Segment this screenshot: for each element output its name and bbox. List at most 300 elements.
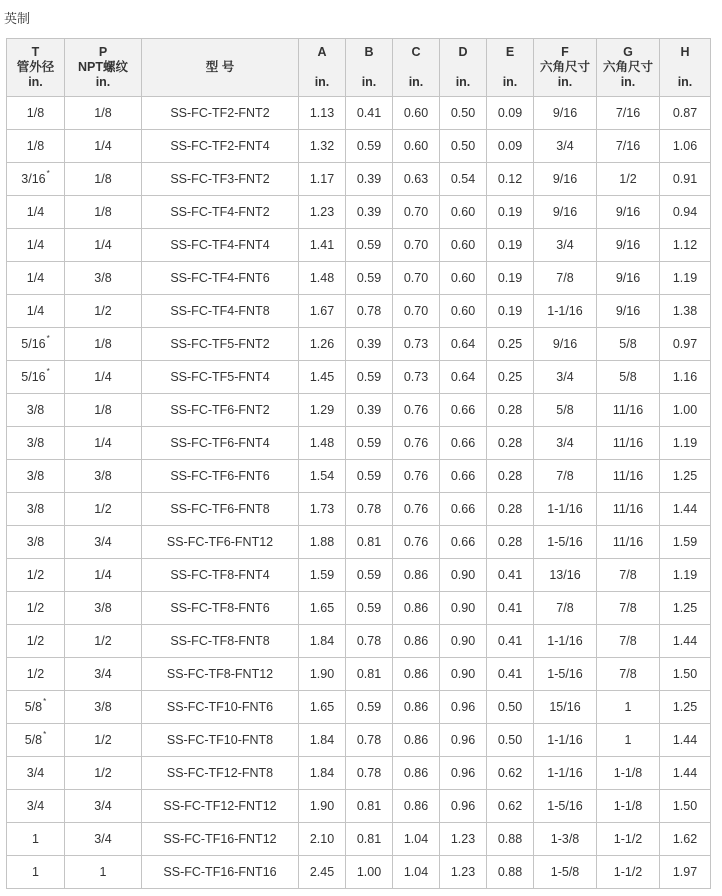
column-header-line: F (561, 45, 569, 59)
table-cell: 0.81 (346, 823, 393, 856)
column-header-line: 六角尺寸 (539, 60, 590, 74)
table-cell: 5/8 (597, 328, 660, 361)
tube-od-value: 3/4 (26, 799, 45, 813)
table-cell: 0.19 (487, 229, 534, 262)
table-cell: 0.96 (440, 724, 487, 757)
table-cell: 0.25 (487, 361, 534, 394)
table-cell: 0.64 (440, 361, 487, 394)
table-cell: 0.28 (487, 493, 534, 526)
table-cell: 0.28 (487, 526, 534, 559)
table-cell: 3/4 (534, 427, 597, 460)
table-cell: 0.59 (346, 559, 393, 592)
table-cell: 3/8 (65, 691, 142, 724)
part-number-cell: SS-FC-TF12-FNT12 (142, 790, 299, 823)
tube-od-cell (7, 526, 65, 559)
table-cell: 7/8 (597, 625, 660, 658)
table-cell: 3/4 (534, 130, 597, 163)
table-cell: 1.26 (299, 328, 346, 361)
table-cell: 1.62 (660, 823, 711, 856)
footnote-mark: * (43, 697, 47, 706)
table-cell: 1.16 (660, 361, 711, 394)
table-cell: 0.66 (440, 460, 487, 493)
tube-od-value: 1 (32, 865, 39, 879)
table-cell: 9/16 (534, 163, 597, 196)
column-header (299, 39, 346, 97)
column-header-line: A (317, 45, 327, 59)
part-number-cell: SS-FC-TF8-FNT12 (142, 658, 299, 691)
table-cell: 0.76 (393, 394, 440, 427)
tube-od-cell (7, 592, 65, 625)
table-caption: 英制 (4, 12, 31, 27)
table-cell: 1.04 (393, 856, 440, 889)
table-cell: 1.44 (660, 757, 711, 790)
footnote-mark: * (46, 367, 50, 376)
table-cell: 1-1/8 (597, 790, 660, 823)
table-cell: 0.50 (487, 724, 534, 757)
table-cell: 1-5/16 (534, 790, 597, 823)
table-cell: 0.64 (440, 328, 487, 361)
column-header (65, 39, 142, 97)
table-header-row (7, 39, 711, 97)
table-cell: 0.86 (393, 625, 440, 658)
table-cell: 0.70 (393, 196, 440, 229)
tube-od-cell (7, 823, 65, 856)
table-cell: 1/4 (65, 130, 142, 163)
table-row (7, 691, 711, 724)
table-cell: 0.59 (346, 460, 393, 493)
table-cell: 0.90 (440, 625, 487, 658)
column-header-line: 管外径 (16, 60, 55, 74)
part-number-cell: SS-FC-TF6-FNT8 (142, 493, 299, 526)
tube-od-cell (7, 790, 65, 823)
table-cell: 0.81 (346, 658, 393, 691)
table-cell: 0.59 (346, 427, 393, 460)
table-cell: 0.86 (393, 592, 440, 625)
table-cell: 1.45 (299, 361, 346, 394)
tube-od-value: 3/8 (26, 502, 45, 516)
part-number-cell: SS-FC-TF5-FNT2 (142, 328, 299, 361)
table-cell: 1/8 (65, 328, 142, 361)
tube-od-cell (7, 130, 65, 163)
tube-od-cell (7, 691, 65, 724)
table-cell: 0.60 (440, 229, 487, 262)
table-cell: 0.66 (440, 493, 487, 526)
table-cell: 0.09 (487, 97, 534, 130)
tube-od-value: 1/2 (26, 634, 45, 648)
table-cell: 0.19 (487, 262, 534, 295)
table-cell: 0.73 (393, 361, 440, 394)
tube-od-cell (7, 493, 65, 526)
column-header-line: in. (455, 75, 471, 89)
table-cell: 0.66 (440, 526, 487, 559)
column-header (440, 39, 487, 97)
table-cell: 0.86 (393, 757, 440, 790)
table-cell: 1.00 (346, 856, 393, 889)
tube-od-cell (7, 328, 65, 361)
tube-od-value: 1 (32, 832, 39, 846)
table-cell: 1.25 (660, 460, 711, 493)
table-cell: 1.44 (660, 493, 711, 526)
table-cell: 1.84 (299, 625, 346, 658)
table-cell: 1-5/16 (534, 526, 597, 559)
column-header (142, 39, 299, 97)
table-cell: 1-5/8 (534, 856, 597, 889)
table-cell: 0.76 (393, 493, 440, 526)
table-cell: 1-1/16 (534, 625, 597, 658)
dimensions-table (6, 38, 711, 889)
part-number-cell: SS-FC-TF4-FNT8 (142, 295, 299, 328)
tube-od-cell (7, 97, 65, 130)
table-cell: 9/16 (534, 328, 597, 361)
part-number-cell: SS-FC-TF6-FNT12 (142, 526, 299, 559)
column-header-line: in. (95, 75, 111, 89)
column-header-line: T (31, 45, 40, 59)
table-cell: 1/2 (65, 724, 142, 757)
column-header (7, 39, 65, 97)
table-cell: 1.23 (440, 823, 487, 856)
column-header-line: 型 号 (205, 60, 235, 74)
table-cell: 1/4 (65, 361, 142, 394)
table-cell: 0.60 (440, 295, 487, 328)
part-number-cell: SS-FC-TF3-FNT2 (142, 163, 299, 196)
tube-od-value: 3/8 (26, 403, 45, 417)
table-row (7, 526, 711, 559)
table-cell: 1/4 (65, 427, 142, 460)
table-cell: 1-1/16 (534, 295, 597, 328)
table-cell: 0.76 (393, 427, 440, 460)
table-cell: 0.96 (440, 691, 487, 724)
table-row (7, 757, 711, 790)
table-cell: 0.96 (440, 757, 487, 790)
table-cell: 0.28 (487, 394, 534, 427)
table-cell: 0.41 (346, 97, 393, 130)
table-cell: 0.60 (440, 262, 487, 295)
table-cell: 1.17 (299, 163, 346, 196)
table-cell: 0.91 (660, 163, 711, 196)
tube-od-cell (7, 196, 65, 229)
column-header-line: NPT螺纹 (77, 60, 128, 74)
tube-od-cell (7, 427, 65, 460)
tube-od-value: 1/4 (26, 304, 45, 318)
tube-od-cell (7, 559, 65, 592)
column-header (393, 39, 440, 97)
table-cell: 0.60 (440, 196, 487, 229)
table-row (7, 196, 711, 229)
table-cell: 1-1/16 (534, 493, 597, 526)
table-cell: 1.90 (299, 658, 346, 691)
table-row (7, 823, 711, 856)
table-cell: 1.50 (660, 790, 711, 823)
table-cell: 0.70 (393, 295, 440, 328)
table-cell: 1.06 (660, 130, 711, 163)
table-cell: 1-3/8 (534, 823, 597, 856)
tube-od-cell (7, 658, 65, 691)
table-cell: 0.66 (440, 394, 487, 427)
tube-od-value: 5/16 (21, 370, 46, 384)
tube-od-value: 1/2 (26, 667, 45, 681)
table-cell: 0.59 (346, 130, 393, 163)
table-cell: 1.13 (299, 97, 346, 130)
table-cell: 11/16 (597, 526, 660, 559)
tube-od-cell (7, 724, 65, 757)
table-row (7, 493, 711, 526)
table-cell: 3/4 (534, 229, 597, 262)
tube-od-value: 3/8 (26, 436, 45, 450)
table-cell: 0.39 (346, 394, 393, 427)
table-cell: 11/16 (597, 394, 660, 427)
table-cell: 1.32 (299, 130, 346, 163)
table-cell: 0.19 (487, 196, 534, 229)
table-cell: 0.19 (487, 295, 534, 328)
part-number-cell: SS-FC-TF6-FNT4 (142, 427, 299, 460)
table-cell: 1.84 (299, 724, 346, 757)
table-cell: 1-1/8 (597, 757, 660, 790)
table-row (7, 394, 711, 427)
table-cell: 0.59 (346, 262, 393, 295)
table-cell: 0.94 (660, 196, 711, 229)
table-cell: 11/16 (597, 460, 660, 493)
table-cell: 1.00 (660, 394, 711, 427)
table-cell: 1 (597, 691, 660, 724)
table-cell: 0.88 (487, 856, 534, 889)
table-cell: 0.88 (487, 823, 534, 856)
table-cell: 1/8 (65, 163, 142, 196)
table-cell: 3/8 (65, 460, 142, 493)
table-cell: 0.39 (346, 328, 393, 361)
column-header-line: in. (557, 75, 573, 89)
table-cell: 0.59 (346, 361, 393, 394)
table-cell: 0.81 (346, 526, 393, 559)
column-header-line: E (505, 45, 515, 59)
table-cell: 0.54 (440, 163, 487, 196)
table-cell: 3/8 (65, 592, 142, 625)
table-cell: 0.78 (346, 757, 393, 790)
table-cell: 1.23 (440, 856, 487, 889)
table-cell: 1/2 (65, 493, 142, 526)
tube-od-value: 1/8 (26, 106, 45, 120)
table-cell: 7/8 (534, 460, 597, 493)
table-row (7, 427, 711, 460)
part-number-cell: SS-FC-TF8-FNT8 (142, 625, 299, 658)
table-cell: 0.78 (346, 625, 393, 658)
column-header (597, 39, 660, 97)
column-header (660, 39, 711, 97)
table-cell: 1.54 (299, 460, 346, 493)
table-cell: 0.39 (346, 196, 393, 229)
table-row (7, 229, 711, 262)
table-cell: 1.48 (299, 262, 346, 295)
tube-od-value: 1/8 (26, 139, 45, 153)
table-cell: 9/16 (597, 196, 660, 229)
table-cell: 1.59 (299, 559, 346, 592)
table-cell: 0.81 (346, 790, 393, 823)
part-number-cell: SS-FC-TF4-FNT4 (142, 229, 299, 262)
table-cell: 9/16 (597, 262, 660, 295)
table-cell: 1.73 (299, 493, 346, 526)
part-number-cell: SS-FC-TF16-FNT12 (142, 823, 299, 856)
table-body (7, 97, 711, 889)
table-row (7, 559, 711, 592)
tube-od-cell (7, 361, 65, 394)
part-number-cell: SS-FC-TF8-FNT6 (142, 592, 299, 625)
table-cell: 1 (597, 724, 660, 757)
table-cell: 9/16 (597, 229, 660, 262)
table-cell: 2.45 (299, 856, 346, 889)
table-cell: 1/2 (65, 625, 142, 658)
table-cell: 1.50 (660, 658, 711, 691)
part-number-cell: SS-FC-TF4-FNT2 (142, 196, 299, 229)
table-cell: 0.96 (440, 790, 487, 823)
table-cell: 0.90 (440, 658, 487, 691)
column-header-line: P (98, 45, 108, 59)
table-cell: 1-1/2 (597, 823, 660, 856)
tube-od-cell (7, 757, 65, 790)
table-cell: 1.23 (299, 196, 346, 229)
table-cell: 0.73 (393, 328, 440, 361)
part-number-cell: SS-FC-TF6-FNT6 (142, 460, 299, 493)
table-cell: 0.59 (346, 229, 393, 262)
table-cell: 1.97 (660, 856, 711, 889)
table-cell: 1/8 (65, 196, 142, 229)
table-cell: 7/8 (597, 592, 660, 625)
table-cell: 0.90 (440, 559, 487, 592)
part-number-cell: SS-FC-TF2-FNT2 (142, 97, 299, 130)
table-cell: 7/8 (597, 658, 660, 691)
table-cell: 3/4 (534, 361, 597, 394)
table-row (7, 658, 711, 691)
table-cell: 0.97 (660, 328, 711, 361)
table-cell: 1.29 (299, 394, 346, 427)
table-cell: 1/8 (65, 97, 142, 130)
table-cell: 1/4 (65, 559, 142, 592)
table-row (7, 592, 711, 625)
table-cell: 1.65 (299, 592, 346, 625)
table-cell: 3/4 (65, 526, 142, 559)
tube-od-value: 5/8 (24, 733, 43, 747)
column-header-line: in. (502, 75, 518, 89)
column-header-line: C (411, 45, 421, 59)
tube-od-value: 3/8 (26, 469, 45, 483)
table-row (7, 790, 711, 823)
table-cell: 0.70 (393, 262, 440, 295)
part-number-cell: SS-FC-TF12-FNT8 (142, 757, 299, 790)
table-cell: 0.87 (660, 97, 711, 130)
part-number-cell: SS-FC-TF4-FNT6 (142, 262, 299, 295)
footnote-mark: * (43, 730, 47, 739)
table-cell: 1-1/2 (597, 856, 660, 889)
table-cell: 0.59 (346, 691, 393, 724)
column-header (534, 39, 597, 97)
table-cell: 0.41 (487, 625, 534, 658)
column-header-line: in. (361, 75, 377, 89)
table-row (7, 361, 711, 394)
table-cell: 11/16 (597, 493, 660, 526)
table-cell: 7/8 (597, 559, 660, 592)
tube-od-cell (7, 394, 65, 427)
table-cell: 0.86 (393, 658, 440, 691)
table-cell: 7/8 (534, 592, 597, 625)
table-cell: 0.28 (487, 460, 534, 493)
tube-od-value: 1/4 (26, 238, 45, 252)
table-cell: 1.04 (393, 823, 440, 856)
table-cell: 0.78 (346, 493, 393, 526)
table-cell: 2.10 (299, 823, 346, 856)
table-cell: 0.41 (487, 592, 534, 625)
table-cell: 0.41 (487, 658, 534, 691)
table-cell: 1.90 (299, 790, 346, 823)
part-number-cell: SS-FC-TF16-FNT16 (142, 856, 299, 889)
table-cell: 1.88 (299, 526, 346, 559)
table-cell: 7/16 (597, 130, 660, 163)
table-row (7, 97, 711, 130)
table-cell: 1.44 (660, 724, 711, 757)
tube-od-cell (7, 163, 65, 196)
table-cell: 0.12 (487, 163, 534, 196)
table-cell: 0.39 (346, 163, 393, 196)
table-cell: 0.86 (393, 790, 440, 823)
table-cell: 0.66 (440, 427, 487, 460)
table-row (7, 328, 711, 361)
table-cell: 7/16 (597, 97, 660, 130)
table-cell: 15/16 (534, 691, 597, 724)
tube-od-value: 1/4 (26, 271, 45, 285)
column-header-line: in. (677, 75, 693, 89)
table-cell: 1.59 (660, 526, 711, 559)
table-cell: 1.19 (660, 559, 711, 592)
table-cell: 11/16 (597, 427, 660, 460)
table-cell: 0.50 (487, 691, 534, 724)
table-cell: 0.70 (393, 229, 440, 262)
table-cell: 1.38 (660, 295, 711, 328)
tube-od-value: 1/2 (26, 568, 45, 582)
footnote-mark: * (46, 169, 50, 178)
column-header-line: D (458, 45, 468, 59)
column-header (346, 39, 393, 97)
table-cell: 1.65 (299, 691, 346, 724)
tube-od-cell (7, 625, 65, 658)
table-cell: 0.50 (440, 130, 487, 163)
table-cell: 0.50 (440, 97, 487, 130)
table-cell: 1.41 (299, 229, 346, 262)
table-cell: 0.25 (487, 328, 534, 361)
table-cell: 3/4 (65, 823, 142, 856)
column-header-line: in. (28, 75, 43, 89)
table-cell: 0.60 (393, 130, 440, 163)
table-row (7, 130, 711, 163)
table-row (7, 295, 711, 328)
table-cell: 9/16 (534, 196, 597, 229)
table-cell: 0.86 (393, 691, 440, 724)
part-number-cell: SS-FC-TF10-FNT8 (142, 724, 299, 757)
table-cell: 1/2 (65, 295, 142, 328)
part-number-cell: SS-FC-TF6-FNT2 (142, 394, 299, 427)
table-row (7, 724, 711, 757)
table-cell: 3/4 (65, 658, 142, 691)
table-row (7, 460, 711, 493)
table-cell: 0.86 (393, 559, 440, 592)
tube-od-cell (7, 262, 65, 295)
table-cell: 9/16 (597, 295, 660, 328)
table-cell: 0.62 (487, 757, 534, 790)
table-cell: 1.48 (299, 427, 346, 460)
column-header-line: in. (620, 75, 636, 89)
tube-od-cell (7, 460, 65, 493)
column-header-line: 六角尺寸 (602, 60, 653, 74)
table-cell: 1-5/16 (534, 658, 597, 691)
table-row (7, 856, 711, 889)
column-header-line: in. (314, 75, 330, 89)
table-cell: 1/8 (65, 394, 142, 427)
